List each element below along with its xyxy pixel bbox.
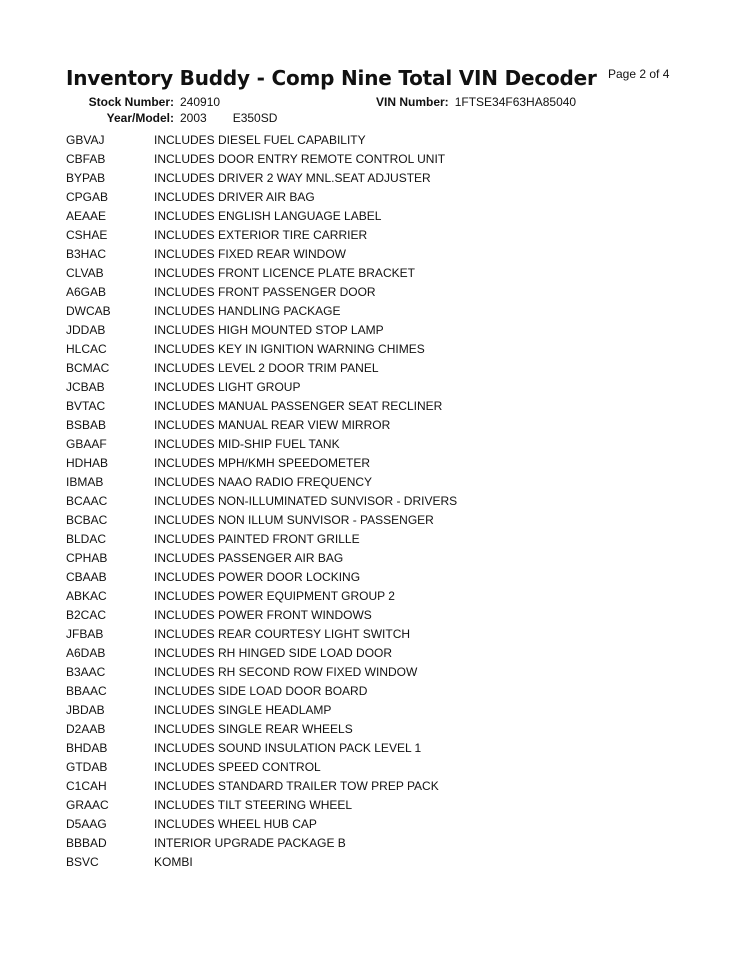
option-description: INCLUDES NAAO RADIO FREQUENCY [154,475,373,489]
list-item [66,853,686,872]
model-value: E350SD [232,111,278,125]
list-item [66,188,686,207]
option-code: BYPAB [66,171,106,185]
option-description: INCLUDES SPEED CONTROL [154,760,321,774]
option-description: INCLUDES WHEEL HUB CAP [154,817,317,831]
list-item [66,397,686,416]
option-code: CSHAE [66,228,108,242]
list-item [66,834,686,853]
year-value: 2003 [180,111,207,125]
list-item [66,530,686,549]
list-item [66,701,686,720]
option-description: INCLUDES FIXED REAR WINDOW [154,247,347,261]
option-description: INCLUDES MPH/KMH SPEEDOMETER [154,456,371,470]
option-description: INCLUDES KEY IN IGNITION WARNING CHIMES [154,342,425,356]
page-number: Page 2 of 4 [608,67,670,81]
list-item [66,169,686,188]
option-code: BCAAC [66,494,108,508]
option-description: INCLUDES DRIVER AIR BAG [154,190,315,204]
option-code: D5AAG [66,817,107,831]
option-description: INCLUDES NON ILLUM SUNVISOR - PASSENGER [154,513,434,527]
option-code: ABKAC [66,589,107,603]
list-item [66,302,686,321]
list-item [66,454,686,473]
option-code: BBBAD [66,836,107,850]
list-item [66,283,686,302]
list-item [66,473,686,492]
option-code: BCBAC [66,513,108,527]
option-code: BLDAC [66,532,107,546]
option-description: INCLUDES HIGH MOUNTED STOP LAMP [154,323,384,337]
list-item [66,131,686,150]
option-code: JDDAB [66,323,106,337]
option-description: INCLUDES HANDLING PACKAGE [154,304,341,318]
option-description: INCLUDES POWER FRONT WINDOWS [154,608,372,622]
option-code: BCMAC [66,361,110,375]
option-description: INCLUDES FRONT LICENCE PLATE BRACKET [154,266,415,280]
list-item [66,340,686,359]
stock-number-label: Stock Number: [88,95,174,109]
option-code: HDHAB [66,456,109,470]
option-code: GRAAC [66,798,109,812]
option-description: INCLUDES PAINTED FRONT GRILLE [154,532,360,546]
option-code: CPHAB [66,551,108,565]
option-description: INCLUDES TILT STEERING WHEEL [154,798,353,812]
option-code: GBAAF [66,437,107,451]
option-code: HLCAC [66,342,107,356]
option-description: INCLUDES REAR COURTESY LIGHT SWITCH [154,627,411,641]
option-description: KOMBI [154,855,193,869]
list-item [66,321,686,340]
list-item [66,359,686,378]
option-code: BBAAC [66,684,107,698]
option-description: INCLUDES RH SECOND ROW FIXED WINDOW [154,665,418,679]
option-description: INCLUDES DIESEL FUEL CAPABILITY [154,133,366,147]
list-item [66,492,686,511]
option-description: INCLUDES PASSENGER AIR BAG [154,551,344,565]
option-code: CPGAB [66,190,109,204]
option-description: INCLUDES RH HINGED SIDE LOAD DOOR [154,646,393,660]
year-model-line [66,111,277,125]
option-description: INCLUDES DRIVER 2 WAY MNL.SEAT ADJUSTER [154,171,431,185]
list-item [66,511,686,530]
list-item [66,682,686,701]
option-code: GTDAB [66,760,108,774]
option-description: INTERIOR UPGRADE PACKAGE B [154,836,346,850]
list-item [66,568,686,587]
option-description: INCLUDES SINGLE REAR WHEELS [154,722,353,736]
option-description: INCLUDES POWER EQUIPMENT GROUP 2 [154,589,395,603]
option-description: INCLUDES ENGLISH LANGUAGE LABEL [154,209,382,223]
list-item [66,207,686,226]
option-description: INCLUDES MID-SHIP FUEL TANK [154,437,340,451]
vin-number-label: VIN Number: [376,95,449,109]
list-item [66,739,686,758]
option-code: DWCAB [66,304,111,318]
list-item [66,416,686,435]
option-code: C1CAH [66,779,107,793]
year-model-label: Year/Model: [106,111,174,125]
option-description: INCLUDES MANUAL REAR VIEW MIRROR [154,418,391,432]
option-description: INCLUDES FRONT PASSENGER DOOR [154,285,376,299]
option-description: INCLUDES POWER DOOR LOCKING [154,570,361,584]
option-code: BSVC [66,855,99,869]
option-description: INCLUDES LIGHT GROUP [154,380,301,394]
list-item [66,378,686,397]
option-code: JBDAB [66,703,105,717]
document-title: Inventory Buddy - Comp Nine Total VIN Decoder [66,66,597,90]
list-item [66,587,686,606]
list-item [66,435,686,454]
option-code: B2CAC [66,608,107,622]
option-code: A6GAB [66,285,107,299]
list-item [66,796,686,815]
option-code: JFBAB [66,627,104,641]
stock-number-line [66,95,220,109]
option-description: INCLUDES STANDARD TRAILER TOW PREP PACK [154,779,439,793]
option-description: INCLUDES SOUND INSULATION PACK LEVEL 1 [154,741,422,755]
option-description: INCLUDES SIDE LOAD DOOR BOARD [154,684,368,698]
list-item [66,758,686,777]
option-code: CBFAB [66,152,106,166]
list-item [66,245,686,264]
list-item [66,663,686,682]
stock-number-value: 240910 [180,95,221,109]
option-description: INCLUDES SINGLE HEADLAMP [154,703,332,717]
option-code: JCBAB [66,380,105,394]
list-item [66,226,686,245]
option-code: AEAAE [66,209,107,223]
option-code: B3HAC [66,247,107,261]
option-code: A6DAB [66,646,106,660]
option-description: INCLUDES DOOR ENTRY REMOTE CONTROL UNIT [154,152,446,166]
list-item [66,606,686,625]
list-item [66,777,686,796]
list-item [66,644,686,663]
list-item [66,625,686,644]
option-code: BVTAC [66,399,106,413]
option-code: CLVAB [66,266,104,280]
option-code: D2AAB [66,722,106,736]
vin-number-line [376,95,576,109]
option-code-list [66,131,686,872]
option-code: BHDAB [66,741,108,755]
option-description: INCLUDES NON-ILLUMINATED SUNVISOR - DRIVERS [154,494,458,508]
option-code: CBAAB [66,570,107,584]
list-item [66,720,686,739]
option-code: BSBAB [66,418,107,432]
option-code: GBVAJ [66,133,105,147]
list-item [66,264,686,283]
option-code: IBMAB [66,475,104,489]
list-item [66,549,686,568]
option-description: INCLUDES EXTERIOR TIRE CARRIER [154,228,368,242]
vin-number-value: 1FTSE34F63HA85040 [454,95,577,109]
option-description: INCLUDES LEVEL 2 DOOR TRIM PANEL [154,361,379,375]
option-code: B3AAC [66,665,106,679]
option-description: INCLUDES MANUAL PASSENGER SEAT RECLINER [154,399,443,413]
list-item [66,815,686,834]
list-item [66,150,686,169]
